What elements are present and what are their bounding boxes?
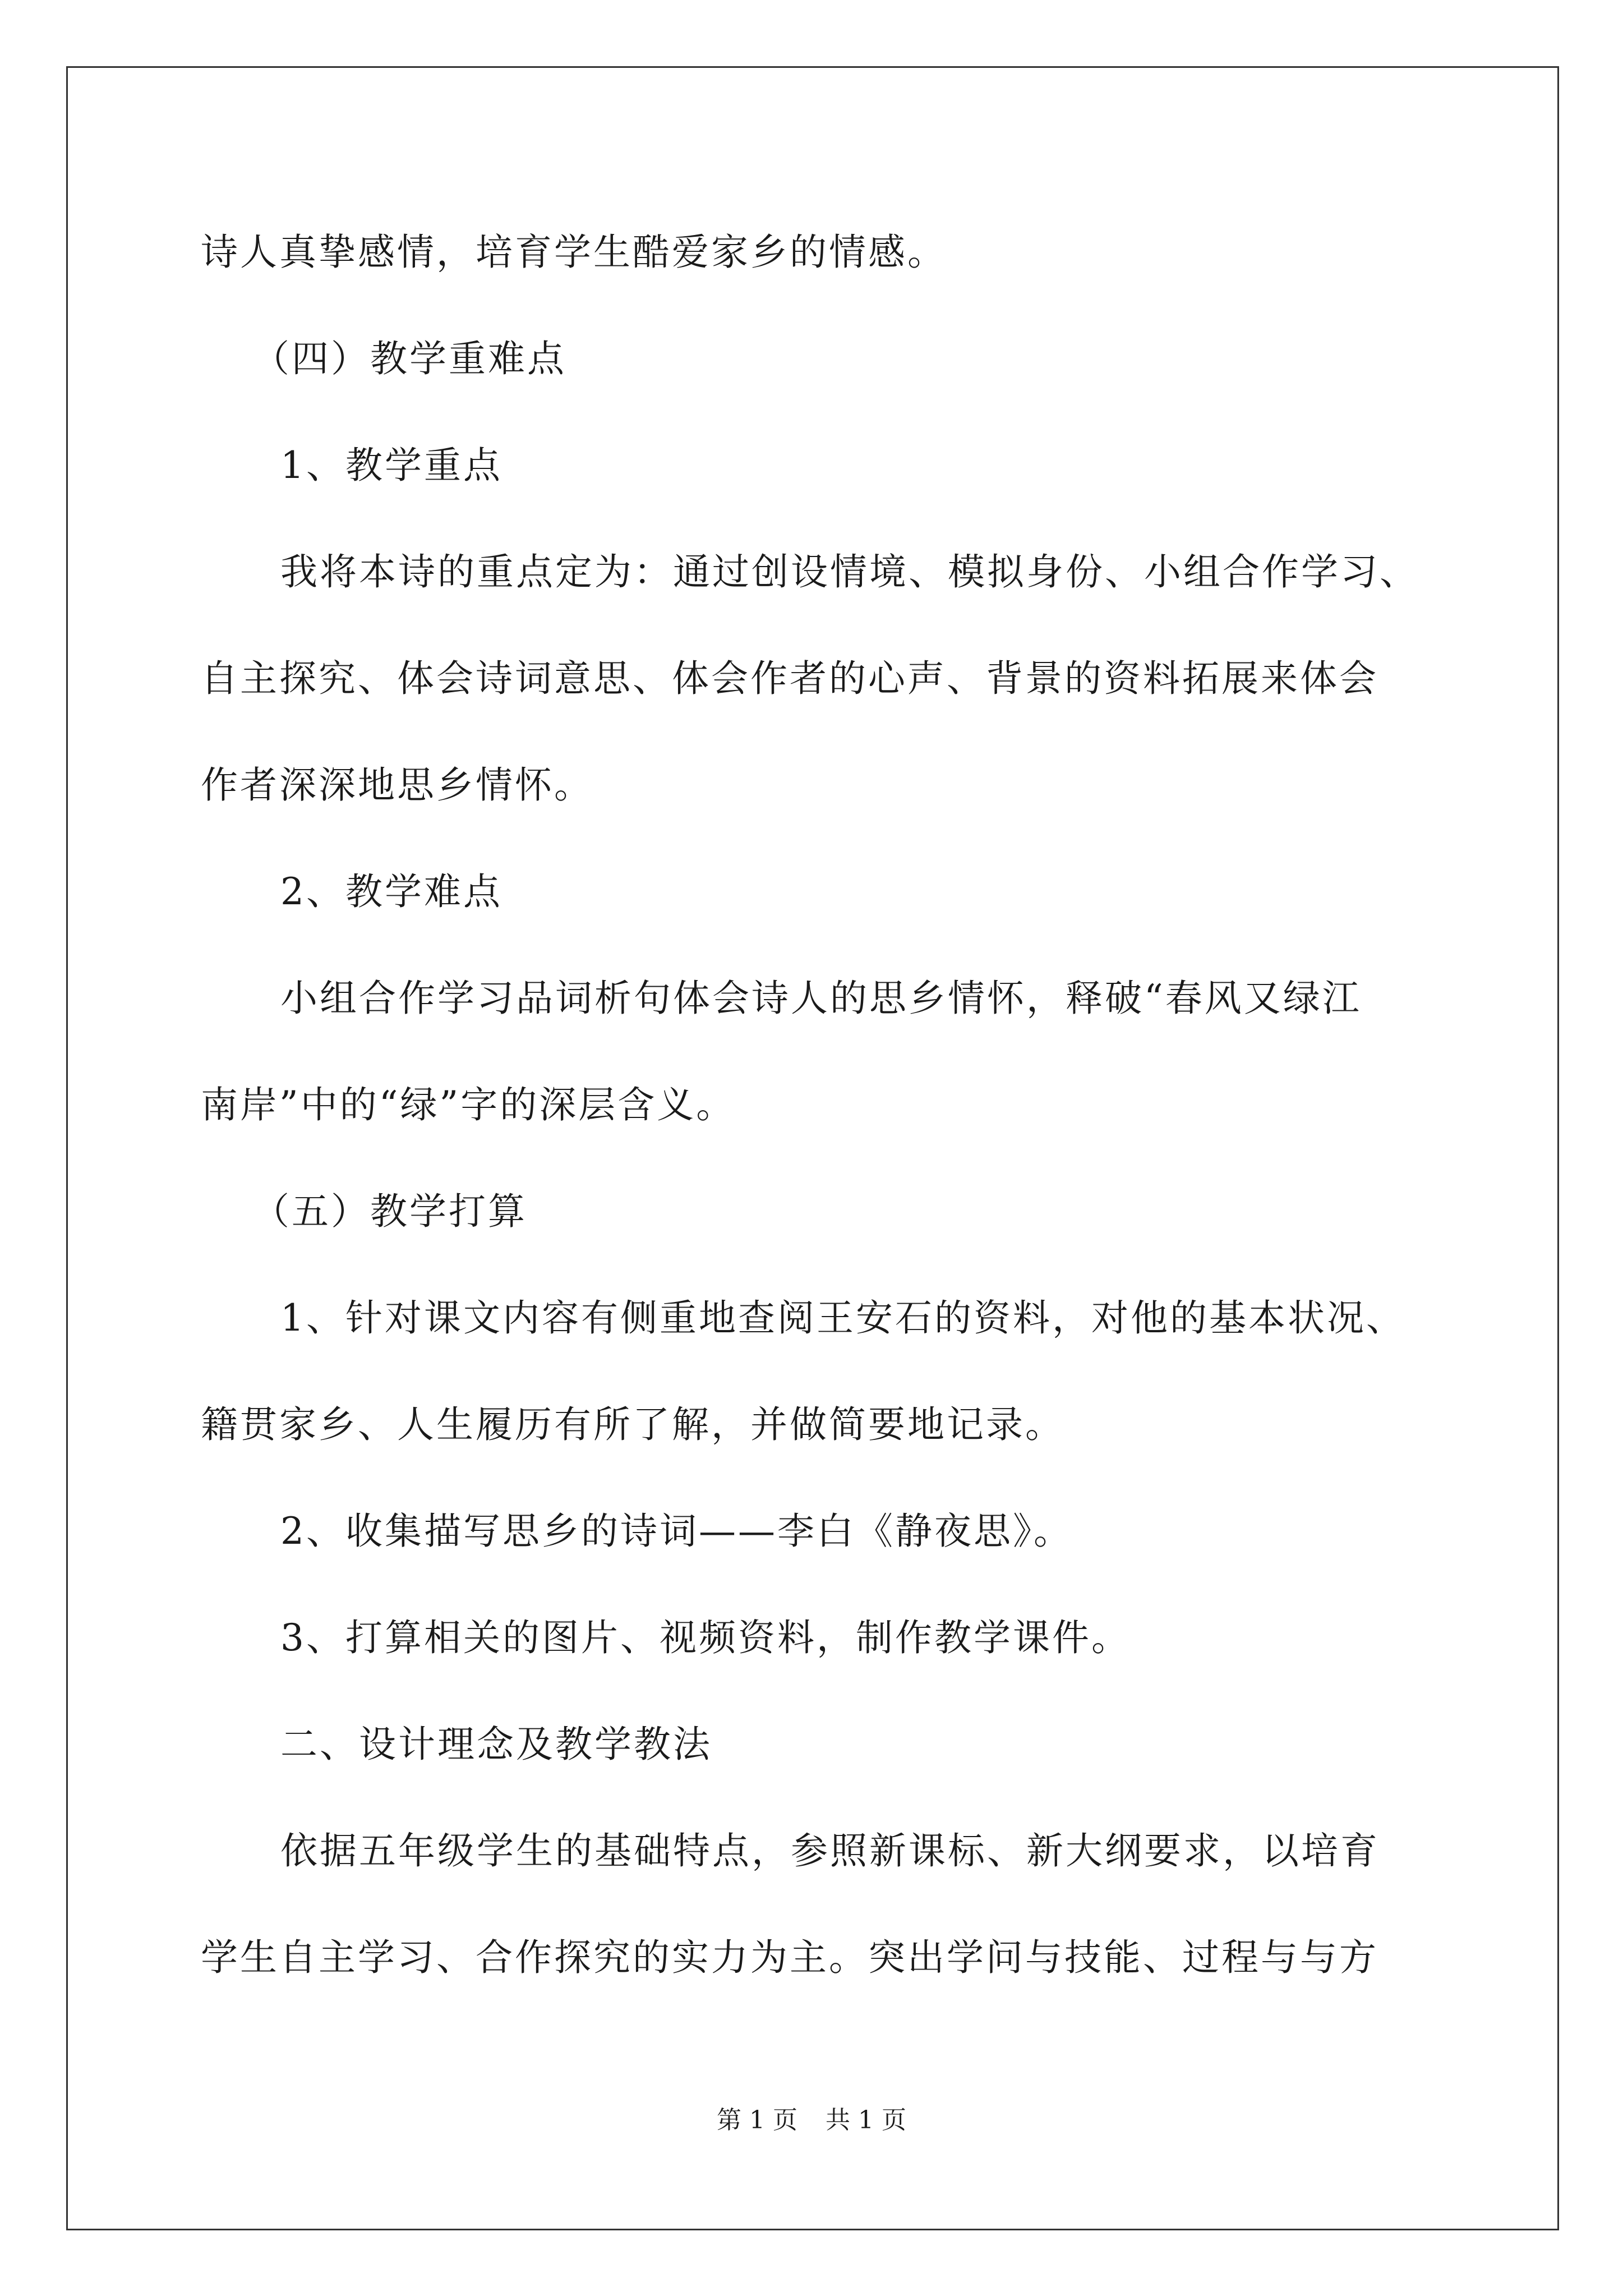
section-heading-2: 二、设计理念及教学教法 bbox=[280, 1723, 712, 1766]
text-line-1: 诗人真挚感情，培育学生酷爱家乡的情感。 bbox=[201, 231, 947, 274]
subheading-difficulties: 2、教学难点 bbox=[280, 870, 502, 913]
section-heading-4: （四）教学重难点 bbox=[252, 337, 566, 380]
section-heading-5: （五）教学打算 bbox=[252, 1190, 527, 1233]
text-line-8: 小组合作学习品词析句体会诗人的思乡情怀，释破“春风又绿江 bbox=[280, 977, 1362, 1020]
page-border bbox=[66, 66, 1559, 2230]
page-footer bbox=[0, 2104, 1623, 2137]
text-line-11: 1、针对课文内容有侧重地查阅王安石的资料，对他的基本状况、 bbox=[280, 1296, 1405, 1340]
text-line-9: 南岸”中的“绿”字的深层含义。 bbox=[201, 1083, 736, 1126]
subheading-key-points: 1、教学重点 bbox=[280, 444, 502, 487]
text-line-5: 自主探究、体会诗词意思、体会作者的心声、背景的资料拓展来体会 bbox=[201, 657, 1378, 700]
text-line-4: 我将本诗的重点定为：通过创设情境、模拟身份、小组合作学习、 bbox=[280, 550, 1419, 593]
page-total: 共 1 页 bbox=[826, 2106, 906, 2134]
text-line-13: 2、收集描写思乡的诗词——李白《静夜思》。 bbox=[280, 1510, 1073, 1553]
page-number: 第 1 页 bbox=[717, 2106, 797, 2134]
text-line-6: 作者深深地思乡情怀。 bbox=[201, 763, 593, 807]
text-line-17: 学生自主学习、合作探究的实力为主。突出学问与技能、过程与与方 bbox=[201, 1936, 1378, 1979]
text-line-14: 3、打算相关的图片、视频资料，制作教学课件。 bbox=[280, 1616, 1131, 1659]
text-line-12: 籍贯家乡、人生履历有所了解，并做简要地记录。 bbox=[201, 1403, 1064, 1446]
text-line-16: 依据五年级学生的基础特点，参照新课标、新大纲要求，以培育 bbox=[280, 1829, 1380, 1872]
